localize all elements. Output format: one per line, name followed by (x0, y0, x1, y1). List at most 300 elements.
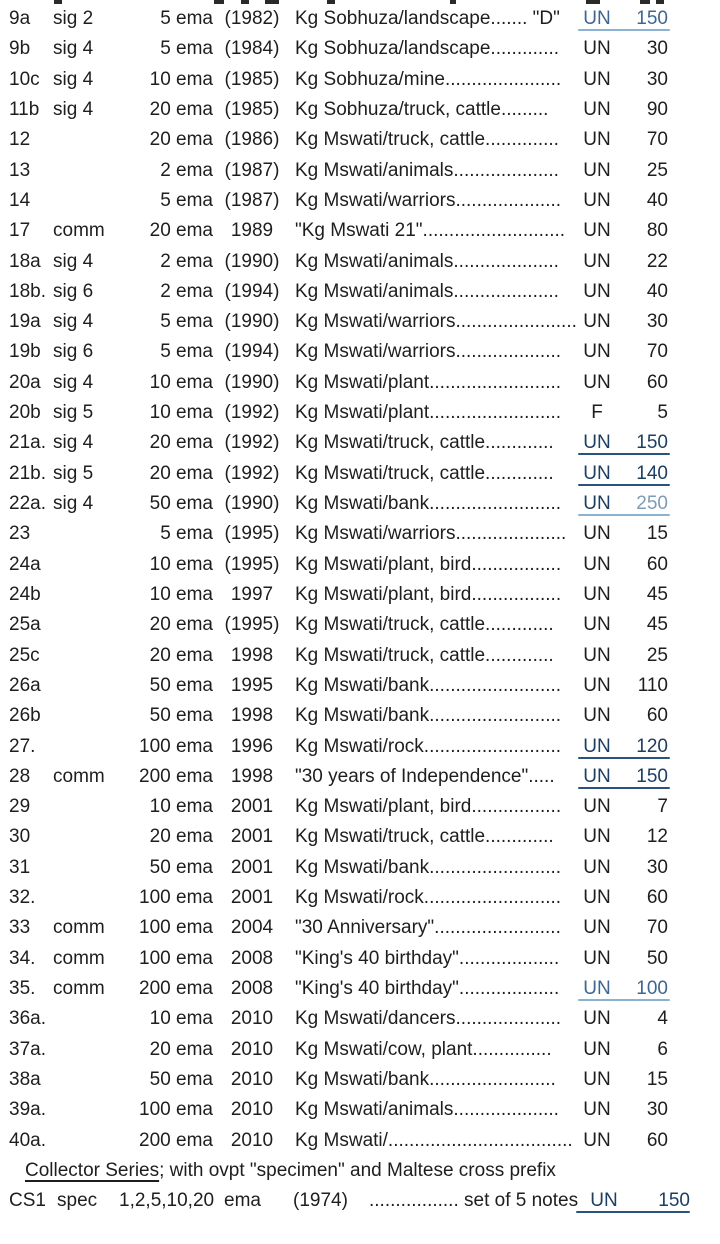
catalog-number: 24a (9, 553, 41, 575)
note-description: Kg Mswati/truck, cattle............. (295, 644, 554, 666)
collector-series-text: ; with ovpt "specimen" and Maltese cross prefix (159, 1159, 556, 1181)
table-row (0, 701, 720, 731)
issue-year: 2010 (230, 1129, 274, 1151)
price-value: 80 (646, 220, 668, 242)
signature-variety: sig 6 (53, 280, 94, 302)
note-description: Kg Mswati/warriors.................... (295, 341, 562, 363)
issue-year: (1994) (224, 341, 280, 363)
price-link-underline (578, 484, 670, 486)
catalog-number: 40a. (9, 1129, 46, 1151)
note-description: "30 years of Independence"..... (295, 765, 555, 787)
grade-label: UN (583, 341, 611, 363)
price-link[interactable]: 100 (636, 978, 668, 999)
price-value: 70 (646, 917, 668, 939)
denomination: 200 ema (139, 1129, 213, 1151)
specimen-label: spec (57, 1190, 98, 1212)
grade-label: UN (583, 98, 611, 120)
issue-year: (1992) (224, 462, 280, 484)
signature-variety: sig 6 (53, 341, 94, 363)
price-link-underline (576, 1211, 690, 1213)
denomination: 100 ema (139, 1099, 213, 1121)
grade-label: UN (583, 826, 611, 848)
table-row (0, 762, 720, 792)
price-value: 7 (657, 796, 668, 818)
issue-year: (1990) (224, 371, 280, 393)
issue-year: 2001 (230, 826, 274, 848)
note-description: Kg Sobhuza/mine...................... (295, 68, 562, 90)
table-row (0, 732, 720, 762)
issue-year: 2001 (230, 887, 274, 909)
note-description: Kg Mswati/animals.................... (295, 1099, 559, 1121)
issue-year: (1987) (224, 189, 280, 211)
catalog-number: 33 (9, 917, 31, 939)
table-row (0, 1095, 720, 1125)
issue-year: (1995) (224, 614, 280, 636)
issue-year: (1990) (224, 250, 280, 272)
catalog-number: 9a (9, 8, 31, 29)
grade-label: UN (583, 523, 611, 545)
grade-label: UN (583, 674, 611, 696)
signature-variety: comm (53, 947, 105, 969)
issue-year: 1998 (230, 644, 274, 666)
catalog-number: 29 (9, 796, 31, 818)
issue-year: (1990) (224, 311, 280, 333)
signature-variety (53, 853, 109, 883)
table-row (0, 883, 720, 913)
grade-label: UN (583, 68, 611, 90)
grade-link[interactable]: UN (583, 8, 611, 29)
catalog-number: CS1 (9, 1190, 46, 1212)
note-description: Kg Mswati/truck, cattle............. (295, 826, 554, 848)
collector-series-row (0, 1186, 720, 1216)
signature-variety (53, 610, 109, 640)
grade-label: UN (583, 1068, 611, 1090)
denomination: 20 ema (149, 462, 213, 484)
note-description: "King's 40 birthday"................... (295, 947, 560, 969)
denomination: 5 ema (160, 311, 213, 333)
signature-variety: sig 2 (53, 8, 94, 29)
catalog-rows (0, 4, 720, 1156)
issue-year: 2010 (230, 1068, 274, 1090)
denomination: 10 ema (149, 796, 213, 818)
table-row (0, 125, 720, 155)
price-link[interactable]: 250 (636, 493, 668, 514)
table-row (0, 671, 720, 701)
signature-variety: sig 4 (53, 371, 94, 393)
note-description: Kg Sobhuza/landscape....... "D" (295, 8, 560, 29)
table-row (0, 974, 720, 1004)
denomination: 10 ema (149, 68, 213, 90)
price-value: 40 (646, 189, 668, 211)
note-description: Kg Mswati/animals.................... (295, 280, 559, 302)
note-description: Kg Mswati/bank......................... (295, 856, 562, 878)
note-description: Kg Mswati/plant......................... (295, 402, 562, 424)
denomination: 200 ema (139, 765, 213, 787)
collector-series-note (0, 1156, 720, 1186)
grade-label: UN (583, 644, 611, 666)
grade-label: UN (583, 614, 611, 636)
grade-label: UN (583, 1129, 611, 1151)
price-link-underline (578, 999, 670, 1001)
catalog-number: 32. (9, 887, 36, 909)
signature-variety: sig 5 (53, 462, 94, 484)
issue-year: (1992) (224, 402, 280, 424)
denomination: 20 ema (149, 432, 213, 454)
catalog-number: 13 (9, 159, 31, 181)
price-value: 15 (646, 1068, 668, 1090)
signature-variety: sig 4 (53, 250, 94, 272)
denomination: 10 ema (149, 1008, 213, 1030)
price-value: 45 (646, 583, 668, 605)
price-link[interactable]: 150 (636, 8, 668, 29)
note-description: Kg Mswati/rock.......................... (295, 887, 562, 909)
set-description: ................. set of 5 notes (369, 1190, 579, 1212)
price-value: 40 (646, 280, 668, 302)
table-row (0, 398, 720, 428)
note-description: Kg Mswati/warriors..................... (295, 523, 567, 545)
price-value: 50 (646, 947, 668, 969)
note-description: Kg Mswati/truck, cattle.............. (295, 129, 559, 151)
signature-variety (53, 125, 109, 155)
signature-variety (53, 822, 109, 852)
note-description: Kg Mswati/warriors....................... (295, 311, 577, 333)
catalog-number: 11b (9, 98, 40, 120)
note-description: Kg Mswati/animals.................... (295, 159, 559, 181)
signature-variety (53, 1004, 109, 1034)
price-value: 70 (646, 341, 668, 363)
grade-label: UN (583, 917, 611, 939)
issue-year: (1985) (224, 68, 280, 90)
price-value: 5 (657, 402, 668, 424)
note-description: Kg Mswati/bank......................... (295, 705, 562, 727)
grade-label: UN (583, 947, 611, 969)
table-row (0, 65, 720, 95)
note-description: Kg Mswati/truck, cattle............. (295, 462, 554, 484)
denomination: 5 ema (160, 38, 213, 60)
price-link[interactable]: 150 (658, 1190, 690, 1212)
signature-variety (53, 156, 109, 186)
signature-variety: sig 4 (53, 38, 94, 60)
price-link-underline (578, 787, 670, 789)
catalog-number: 31 (9, 856, 31, 878)
note-description: Kg Mswati/plant, bird................. (295, 796, 562, 818)
table-row (0, 277, 720, 307)
denomination: 100 ema (139, 947, 213, 969)
table-row (0, 337, 720, 367)
catalog-number: 23 (9, 523, 31, 545)
catalog-number: 34. (9, 947, 36, 969)
denomination: 2 ema (160, 250, 213, 272)
grade-label: UN (583, 38, 611, 60)
denomination: 50 ema (149, 705, 213, 727)
table-row (0, 913, 720, 943)
note-description: "Kg Mswati 21"........................... (295, 220, 566, 242)
catalog-number: 26a (9, 674, 41, 696)
denomination: 200 ema (139, 978, 213, 999)
catalog-number: 19b (9, 341, 41, 363)
signature-variety (53, 732, 109, 762)
grade-link[interactable]: UN (583, 462, 611, 484)
note-description: Kg Sobhuza/landscape............. (295, 38, 560, 60)
price-value: 45 (646, 614, 668, 636)
catalog-number: 18a (9, 250, 41, 272)
price-value: 70 (646, 129, 668, 151)
issue-year: 1996 (230, 735, 274, 757)
issue-year: (1987) (224, 159, 280, 181)
denomination: 2 ema (160, 280, 213, 302)
catalog-number: 24b (9, 583, 41, 605)
table-row (0, 1035, 720, 1065)
price-value: 15 (646, 523, 668, 545)
table-row (0, 368, 720, 398)
denomination: 50 ema (149, 1068, 213, 1090)
signature-variety (53, 1126, 109, 1156)
note-description: Kg Mswati/animals.................... (295, 250, 559, 272)
note-description: Kg Mswati/bank......................... (295, 493, 562, 514)
signature-variety (53, 883, 109, 913)
note-description: Kg Sobhuza/truck, cattle......... (295, 98, 549, 120)
catalog-number: 28 (9, 765, 31, 787)
catalog-number: 25c (9, 644, 40, 666)
signature-variety (53, 1065, 109, 1095)
issue-year: (1995) (224, 523, 280, 545)
denomination: 20 ema (149, 614, 213, 636)
price-value: 30 (646, 1099, 668, 1121)
price-link[interactable]: 150 (636, 432, 668, 454)
grade-label: UN (583, 796, 611, 818)
price-link-underline (578, 514, 670, 516)
issue-year: 2001 (230, 796, 274, 818)
grade-label: UN (583, 1008, 611, 1030)
grade-link[interactable]: UN (583, 765, 611, 787)
denomination: 100 ema (139, 917, 213, 939)
table-row (0, 1126, 720, 1156)
note-description: Kg Mswati/truck, cattle............. (295, 614, 554, 636)
denomination: 20 ema (149, 826, 213, 848)
price-value: 6 (657, 1038, 668, 1060)
denomination: 20 ema (149, 1038, 213, 1060)
signature-variety: comm (53, 765, 105, 787)
price-value: 30 (646, 311, 668, 333)
signature-variety (53, 580, 109, 610)
price-value: 4 (657, 1008, 668, 1030)
issue-year: 2008 (230, 978, 274, 999)
grade-label: F (591, 402, 603, 424)
signature-variety (53, 1035, 109, 1065)
denomination: 100 ema (139, 887, 213, 909)
table-row (0, 822, 720, 852)
signature-variety (53, 519, 109, 549)
grade-label: UN (583, 705, 611, 727)
signature-variety: sig 4 (53, 493, 94, 514)
table-row (0, 1004, 720, 1034)
signature-variety (53, 641, 109, 671)
catalog-number: 12 (9, 129, 31, 151)
price-value: 30 (646, 856, 668, 878)
issue-year: (1985) (224, 98, 280, 120)
catalog-number: 26b (9, 705, 41, 727)
currency-unit: ema (224, 1190, 261, 1212)
catalog-number: 18b. (9, 280, 46, 302)
signature-variety: comm (53, 220, 105, 242)
grade-link[interactable]: UN (583, 735, 611, 757)
grade-label: UN (583, 371, 611, 393)
signature-variety: sig 4 (53, 68, 94, 90)
grade-link[interactable]: UN (583, 978, 611, 999)
table-row (0, 580, 720, 610)
catalog-number: 22a. (9, 493, 46, 514)
table-row (0, 944, 720, 974)
issue-year: (1990) (224, 493, 280, 514)
grade-label: UN (583, 856, 611, 878)
note-description: Kg Mswati/truck, cattle............. (295, 432, 554, 454)
table-row (0, 641, 720, 671)
denomination: 10 ema (149, 583, 213, 605)
table-row (0, 95, 720, 125)
table-row (0, 459, 720, 489)
grade-label: UN (583, 583, 611, 605)
denomination: 50 ema (149, 856, 213, 878)
note-description: "30 Anniversary"........................ (295, 917, 561, 939)
price-value: 25 (646, 159, 668, 181)
denomination: 5 ema (160, 341, 213, 363)
table-row (0, 792, 720, 822)
note-description: Kg Mswati/plant......................... (295, 371, 562, 393)
price-value: 60 (646, 887, 668, 909)
catalog-number: 10c (9, 68, 40, 90)
table-row (0, 1065, 720, 1095)
denomination: 20 ema (149, 220, 213, 242)
grade-link[interactable]: UN (583, 432, 611, 454)
issue-year: (1974) (293, 1190, 348, 1212)
signature-variety (53, 671, 109, 701)
grade-link[interactable]: UN (583, 493, 611, 514)
table-row (0, 428, 720, 458)
note-description: Kg Mswati/warriors.................... (295, 189, 562, 211)
grade-label: UN (583, 553, 611, 575)
issue-year: (1994) (224, 280, 280, 302)
table-row (0, 4, 720, 34)
table-row (0, 307, 720, 337)
note-description: Kg Mswati/rock.......................... (295, 735, 562, 757)
catalog-number: 39a. (9, 1099, 46, 1121)
grade-label: UN (583, 129, 611, 151)
grade-label: UN (583, 311, 611, 333)
issue-year: 2010 (230, 1008, 274, 1030)
signature-variety: comm (53, 978, 105, 999)
denomination: 50 ema (149, 493, 213, 514)
note-description: Kg Mswati/bank........................ (295, 1068, 556, 1090)
signature-variety (53, 701, 109, 731)
issue-year: (1995) (224, 553, 280, 575)
catalog-number: 38a (9, 1068, 41, 1090)
issue-year: 2010 (230, 1038, 274, 1060)
catalog-number: 21a. (9, 432, 46, 454)
denomination: 20 ema (149, 644, 213, 666)
issue-year: 1989 (230, 220, 274, 242)
catalog-number: 19a (9, 311, 41, 333)
grade-label: UN (583, 1038, 611, 1060)
issue-year: 1998 (230, 765, 274, 787)
issue-year: 2010 (230, 1099, 274, 1121)
price-value: 60 (646, 553, 668, 575)
denomination: 50 ema (149, 674, 213, 696)
issue-year: (1992) (224, 432, 280, 454)
table-row (0, 519, 720, 549)
catalog-number: 21b. (9, 462, 46, 484)
issue-year: 1997 (230, 583, 274, 605)
table-row (0, 156, 720, 186)
issue-year: 1998 (230, 705, 274, 727)
signature-variety: sig 4 (53, 98, 94, 120)
catalog-number: 25a (9, 614, 41, 636)
denomination: 100 ema (139, 735, 213, 757)
catalog-number: 17 (9, 220, 31, 242)
price-value: 60 (646, 705, 668, 727)
grade-label: UN (583, 159, 611, 181)
table-row (0, 853, 720, 883)
issue-year: (1982) (224, 8, 280, 29)
note-description: Kg Mswati/cow, plant............... (295, 1038, 552, 1060)
denomination: 20 ema (149, 129, 213, 151)
signature-variety (53, 550, 109, 580)
table-row (0, 610, 720, 640)
price-link-underline (578, 29, 670, 31)
price-link-underline (578, 757, 670, 759)
price-value: 25 (646, 644, 668, 666)
price-link[interactable]: 120 (636, 735, 668, 757)
note-description: Kg Mswati/plant, bird................. (295, 583, 562, 605)
note-description: Kg Mswati/dancers.................... (295, 1008, 562, 1030)
note-description: Kg Mswati/plant, bird................. (295, 553, 562, 575)
grade-link[interactable]: UN (590, 1190, 618, 1212)
table-row (0, 489, 720, 519)
signature-variety (53, 792, 109, 822)
grade-label: UN (583, 189, 611, 211)
issue-year: (1984) (224, 38, 280, 60)
price-value: 90 (646, 98, 668, 120)
denomination: 2 ema (160, 159, 213, 181)
price-link[interactable]: 150 (636, 765, 668, 787)
price-value: 22 (646, 250, 668, 272)
catalog-number: 30 (9, 826, 31, 848)
catalog-number: 9b (9, 38, 31, 60)
price-value: 30 (646, 38, 668, 60)
issue-year: 2004 (230, 917, 274, 939)
grade-label: UN (583, 280, 611, 302)
note-description: Kg Mswati/................................... (295, 1129, 573, 1151)
note-description: Kg Mswati/bank......................... (295, 674, 562, 696)
price-link[interactable]: 140 (636, 462, 668, 484)
catalog-number: 36a. (9, 1008, 46, 1030)
table-row (0, 186, 720, 216)
grade-label: UN (583, 250, 611, 272)
signature-variety: comm (53, 917, 105, 939)
issue-year: (1986) (224, 129, 280, 151)
grade-label: UN (583, 887, 611, 909)
issue-year: 1995 (230, 674, 274, 696)
issue-year: 2001 (230, 856, 274, 878)
collector-series-heading: Collector Series (25, 1159, 160, 1181)
catalog-number: 37a. (9, 1038, 46, 1060)
signature-variety: sig 4 (53, 432, 94, 454)
denomination: 20 ema (149, 98, 213, 120)
price-value: 60 (646, 1129, 668, 1151)
grade-label: UN (583, 1099, 611, 1121)
denomination: 10 ema (149, 553, 213, 575)
signature-variety: sig 4 (53, 311, 94, 333)
table-row (0, 247, 720, 277)
